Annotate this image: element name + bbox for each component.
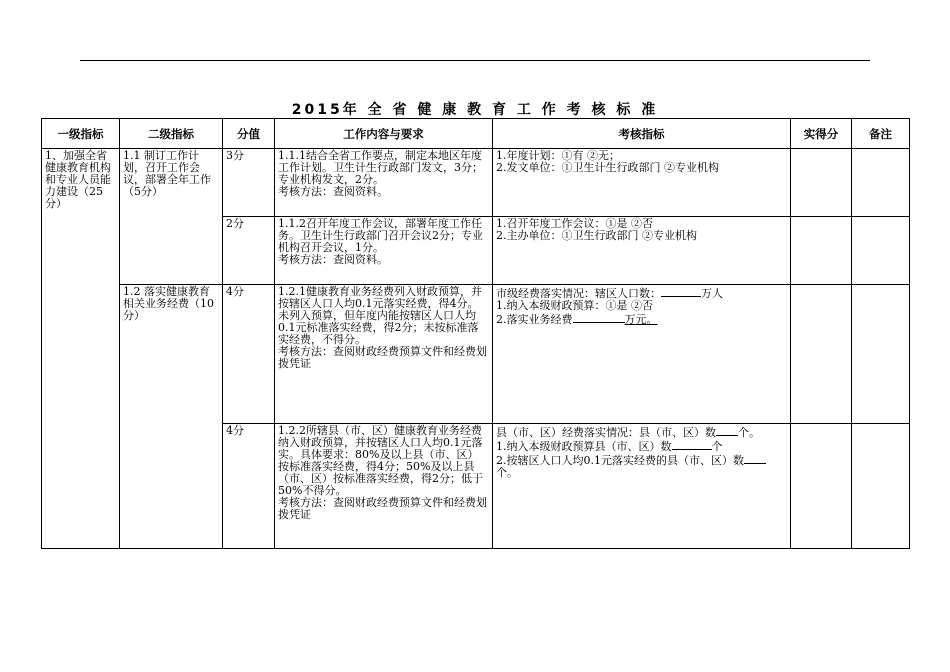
assessment-table (41, 118, 910, 549)
fill-in-blank (672, 439, 712, 450)
indicator-cell (493, 149, 791, 217)
indicator-line: 1.年度计划：①有 ②无； (496, 149, 620, 162)
indicator-line (496, 286, 787, 300)
content-cell (275, 217, 493, 285)
score-cell: 4分 (223, 424, 275, 549)
header-content: 工作内容与要求 (275, 119, 493, 149)
assessment-method: 考核方法：查阅财政经费预算文件和经费划拨凭证 (278, 496, 487, 521)
indicator-line: 1.召开年度工作会议：①是 ②否 (496, 217, 653, 230)
level2-text: 1.2 落实健康教育相关业务经费（10分） (123, 285, 214, 322)
indicator-line (496, 425, 787, 439)
indicator-label: 2.按辖区人口人均0.1元落实经费的县（市、区）数 (496, 454, 744, 467)
assessment-method: 考核方法：查阅财政经费预算文件和经费划拨凭证 (278, 345, 487, 370)
remarks-cell (852, 217, 910, 285)
content-text: 1.2.1健康教育业务经费列入财政预算，并按辖区人口人均0.1元落实经费，得4分。未列入预算，但年度内能按辖区人口人均0.1元标准落实经费，得2分；未按标准落实经费，不得分。 (278, 285, 482, 346)
actual-score-cell (791, 217, 852, 285)
indicator-label: 县（市、区）经费落实情况：县（市、区）数 (496, 426, 716, 439)
header-level2: 二级指标 (120, 119, 223, 149)
remarks-cell (852, 149, 910, 217)
indicator-cell (493, 285, 791, 424)
content-text: 1.2.2所辖县（市、区）健康教育业务经费纳入财政预算，并按辖区人口人均0.1元落实。具体要求：80%及以上县（市、区）按标准落实经费，得4分；50%及以上县（市、区）按标准落实经费，得2分；低于50%不得分。 (278, 424, 483, 497)
header-indicator: 考核指标 (493, 119, 791, 149)
indicator-unit: 个。 (496, 466, 518, 479)
score-cell: 4分 (223, 285, 275, 424)
actual-score-cell (791, 424, 852, 549)
indicator-cell (493, 217, 791, 285)
indicator-label: 2.落实业务经费 (496, 313, 573, 326)
level1-text: 1、加强全省健康教育机构和专业人员能力建设（25分） (45, 149, 111, 210)
level2-indicator-cell (120, 285, 223, 549)
indicator-line: 2.主办单位：①卫生行政部门 ②专业机构 (496, 229, 697, 242)
actual-score-cell (791, 149, 852, 217)
score-cell: 2分 (223, 217, 275, 285)
header-actual-score: 实得分 (791, 119, 852, 149)
indicator-line (496, 453, 787, 479)
indicator-label: 1.纳入本级财政预算县（市、区）数 (496, 440, 672, 453)
indicator-label: 市级经费落实情况：辖区人口数： (496, 287, 661, 300)
level2-indicator-cell (120, 149, 223, 285)
fill-in-blank (716, 425, 738, 436)
indicator-line: 1.纳入本级财政预算：①是 ②否 (496, 299, 653, 312)
indicator-unit: 万人 (701, 287, 723, 300)
score-cell: 3分 (223, 149, 275, 217)
fill-in-blank (744, 453, 766, 464)
indicator-unit: 万元。 (624, 313, 658, 326)
table-row (42, 285, 910, 424)
document-title: 2015年 全 省 健 康 教 育 工 作 考 核 标 准 (291, 102, 659, 118)
fill-in-blank (661, 286, 701, 297)
content-cell (275, 285, 493, 424)
actual-score-cell (791, 285, 852, 424)
indicator-unit: 个 (711, 440, 723, 453)
content-cell (275, 149, 493, 217)
indicator-cell (493, 424, 791, 549)
indicator-unit: 个。 (738, 426, 760, 439)
content-text: 1.1.2召开年度工作会议，部署年度工作任务。卫生计生行政部门召开会议2分；专业机构召开会议，1分。 (278, 217, 483, 254)
indicator-line (496, 439, 787, 453)
header-row (42, 119, 910, 149)
header-remarks: 备注 (852, 119, 910, 149)
indicator-line: 2.发文单位：①卫生计生行政部门 ②专业机构 (496, 161, 719, 174)
remarks-cell (852, 424, 910, 549)
content-cell (275, 424, 493, 549)
assessment-method: 考核方法：查阅资料。 (278, 185, 388, 198)
level2-text: 1.1 制订工作计划，召开工作会议，部署全年工作（5分） (123, 149, 211, 198)
header-rule (80, 60, 870, 61)
fill-in-blank (573, 312, 625, 323)
header-level1: 一级指标 (42, 119, 120, 149)
level1-indicator-cell (42, 149, 120, 549)
content-text: 1.1.1结合全省工作要点，制定本地区年度工作计划。卫生计生行政部门发文，3分；专业机构发文，2分。 (278, 149, 483, 186)
table-row (42, 149, 910, 217)
remarks-cell (852, 285, 910, 424)
assessment-method: 考核方法：查阅资料。 (278, 253, 388, 266)
indicator-line (496, 312, 787, 326)
header-score: 分值 (223, 119, 275, 149)
